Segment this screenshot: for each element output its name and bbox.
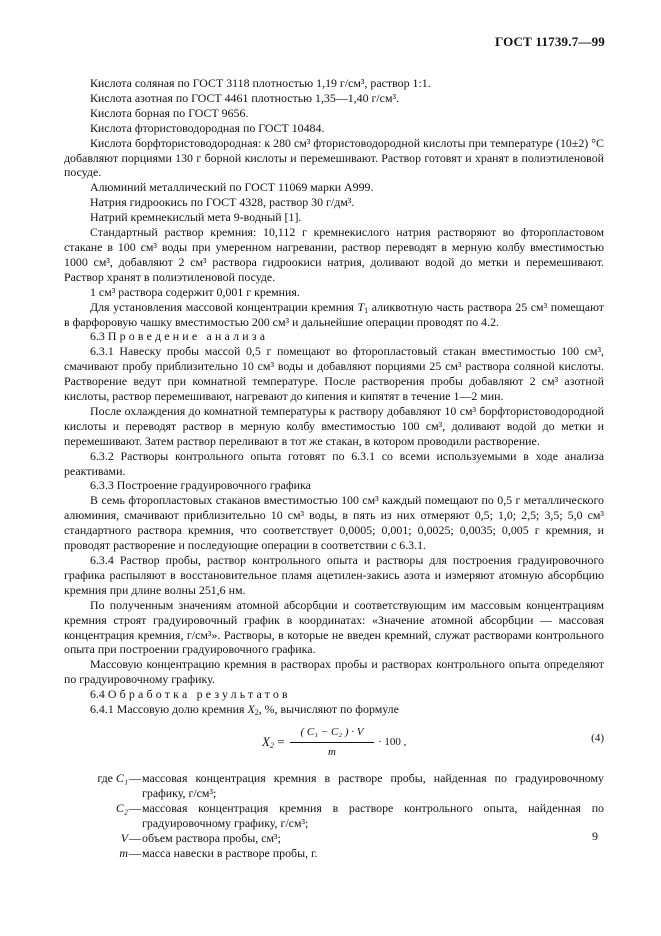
titer-symbol: T	[357, 299, 365, 314]
where-symbol: C₂	[115, 800, 128, 815]
where-text: массовая концентрация кремния в растворе пробы, найденная по градуировочному графику, г/см³;	[142, 770, 604, 800]
paragraph-6-3-3-heading: 6.3.3 Построение градуировочного графика	[90, 478, 311, 493]
reagent-boric: Кислота борная по ГОСТ 9656.	[90, 105, 249, 120]
page-body	[64, 76, 604, 860]
mass-fraction-symbol: X	[247, 702, 255, 717]
formula-number: (4)	[591, 731, 604, 744]
where-symbol: m	[119, 845, 128, 860]
paragraph-6-3-1: 6.3.1 Навеску пробы массой 0,5 г помещают во фторопластовый стакан вместимостью 100 см³, смачивают пробу приблизительно 10 см³ воды и добавляют порциями 25 см³ раствора соляной кислоты. Растворение ведут при комнатной температуре. После растворения пробы добавляют 2 см³ азотной кислоты, раствор перемешивают, нагревают до кипения и кипятят в течение 1—2 мин.	[64, 344, 604, 404]
section-6-3-heading: 6.3 Проведение анализа	[90, 329, 269, 344]
where-item: m — масса навески в растворе пробы, г.	[64, 846, 604, 861]
reagent-naoh: Натрия гидроокись по ГОСТ 4328, раствор 30 г/дм³.	[90, 195, 355, 210]
reagent-hf: Кислота фтористоводородная по ГОСТ 10484.	[90, 120, 325, 135]
paragraph-6-3-1-continued: После охлаждения до комнатной температуры к раствору добавляют 10 см³ борфтористоводородной кислоты и переводят раствор в мерную колбу вместимостью 100 см³, доливают водой до метки и перемешивают. Затем раствор переливают в тот же стакан, в котором проводили растворение.	[64, 403, 604, 448]
where-symbol: C₁	[115, 770, 128, 785]
formula-fraction	[290, 725, 374, 760]
where-text: объем раствора пробы, см³;	[142, 830, 281, 845]
where-item: V — объем раствора пробы, см³;	[64, 831, 604, 846]
paragraph-6-3-2: 6.3.2 Растворы контрольного опыта готовят по 6.3.1 со всеми используемыми в ходе анализа реактивами.	[64, 448, 604, 478]
solution-content: 1 см³ раствора содержит 0,001 г кремния.	[90, 284, 300, 299]
paragraph-6-3-3: В семь фторопластовых стаканов вместимостью 100 см³ каждый помещают по 0,5 г металлического алюминия, смачивают приблизительно 10 см³ воды, в пять из них отмеряют 0,5; 1,0; 2,5; 3,5; 5,0 см³ стандартного раствора кремния, что соответствует 0,0005; 0,001; 0,0025; 0,0035; 0,005 г кремния, и проводят растворение и последующие операции в соответствии с 6.3.1.	[64, 493, 604, 553]
where-item: C₂ — массовая концентрация кремния в растворе контрольного опыта, найденная по градуировочному графику, г/см³;	[115, 800, 604, 830]
paragraph-6-3-4: 6.3.4 Раствор пробы, раствор контрольного опыта и растворы для построения градуировочного графика распыляют в восстановительное пламя ацетилен-закись азота и измеряют атомную абсорбцию кремния при длине волны 251,6 нм.	[64, 553, 604, 597]
where-list	[64, 771, 604, 860]
paragraph-6-3-4-graph: По полученным значениям атомной абсорбции и соответствующим им массовым концентрациям кремния строят градуировочный график в координатах: «Значение атомной абсорбции — массовая концентрация кремния, г/см³». Растворы, в которые не введен кремний, служат растворами контрольного опыта при построении градуировочного графика.	[64, 597, 604, 657]
where-intro: где	[97, 770, 113, 785]
section-6-4-heading: 6.4 Обработка результатов	[90, 687, 291, 702]
document-header: ГОСТ 11739.7—99	[494, 34, 605, 49]
where-item: где C₁ — массовая концентрация кремния в растворе пробы, найденная по градуировочному графику, г/см³;	[97, 770, 604, 800]
section-6-4-title: Обработка результатов	[107, 687, 291, 702]
reagent-hcl: Кислота соляная по ГОСТ 3118 плотностью 1,19 г/см³, раствор 1:1.	[90, 76, 431, 90]
formula-denominator: m	[328, 745, 336, 758]
where-text: масса навески в растворе пробы, г.	[142, 845, 318, 860]
formula-rhs: · 100 ,	[378, 735, 407, 748]
titer-paragraph: Для установления массовой концентрации кремния $T_1$ аликвотную часть раствора 25 см³ помещают в фарфоровую чашку вместимостью 200 см³ и дальнейшие операции проводят по 4.2.	[64, 299, 604, 329]
reagent-aluminium: Алюминий металлический по ГОСТ 11069 марки А999.	[90, 180, 374, 195]
paragraph-6-3-4-concentration: Массовую концентрацию кремния в растворах пробы и растворах контрольного опыта определяют по градуировочному графику.	[64, 657, 604, 687]
where-text: массовая концентрация кремния в растворе контрольного опыта, найденная по градуировочному графику, г/см³;	[142, 800, 604, 830]
where-symbol: V	[120, 830, 128, 845]
section-6-3-title: Проведение анализа	[107, 329, 269, 344]
formula-numerator: ( C₁ − C₂ ) · V	[290, 725, 374, 743]
formula-lhs: $X_2$ =	[262, 733, 285, 750]
paragraph-6-4-1: 6.4.1 Массовую долю кремния $X_2$, %, вычисляют по формуле	[90, 702, 399, 718]
standard-solution: Стандартный раствор кремния: 10,112 г кремнекислого натрия растворяют во фторопластовом стакане в 100 см³ воды при умеренном нагревании, раствор переводят в мерную колбу вместимостью 1000 см³, добавляют 2 см³ раствора гидроокиси натрия, доливают водой до метки и перемешивают. Раствор хранят в полиэтиленовой посуде.	[64, 225, 604, 284]
reagent-hbf4: Кислота борфтористоводородная: к 280 см³ фтористоводородной кислоты при температуре (10±2) °С добавляют порциями 130 г борной кислоты и перемешивают. Раствор готовят и хранят в полиэтиленовой посуде.	[64, 135, 604, 180]
reagent-silicate: Натрий кремнекислый мета 9-водный [1].	[90, 210, 302, 225]
page-number: 9	[592, 829, 598, 843]
formula-4	[64, 723, 604, 765]
reagent-hno3: Кислота азотная по ГОСТ 4461 плотностью 1,35—1,40 г/см³.	[90, 90, 400, 105]
